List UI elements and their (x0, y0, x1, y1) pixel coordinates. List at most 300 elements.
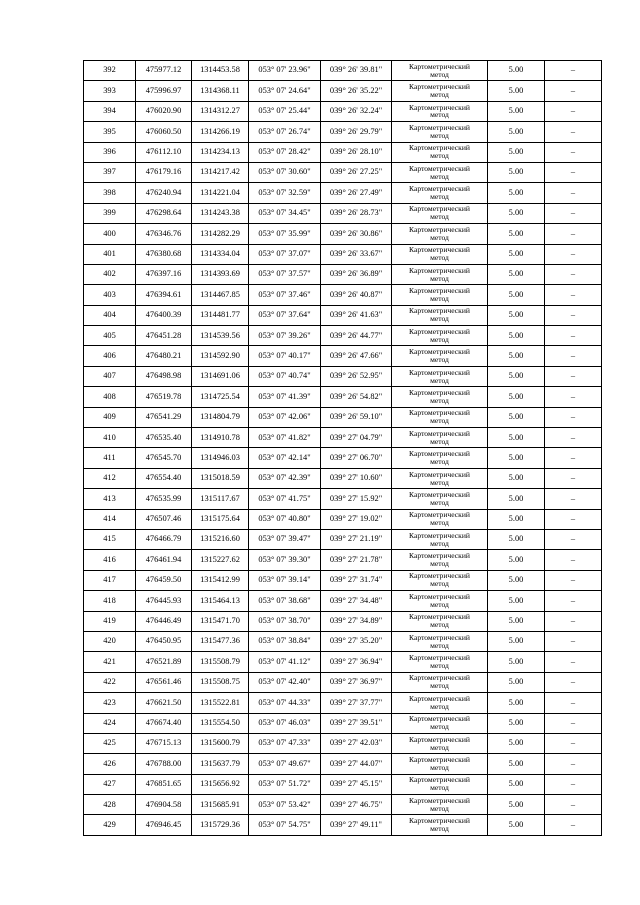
x-coordinate-cell: 475996.97 (136, 81, 192, 101)
method-line2: метод (430, 130, 449, 140)
table-row (84, 591, 602, 611)
table-row (84, 183, 602, 203)
accuracy-cell: 5.00 (488, 61, 545, 81)
method-line1: Картометрический (409, 632, 470, 642)
point-number-cell: 392 (84, 61, 136, 81)
method-cell (392, 529, 488, 549)
description-cell: – (545, 652, 602, 672)
method-line2: метод (430, 783, 449, 793)
method-line1: Картометрический (409, 82, 470, 92)
method-line1: Картометрический (409, 265, 470, 275)
method-line1: Картометрический (409, 408, 470, 418)
point-number-cell: 397 (84, 162, 136, 182)
accuracy-cell: 5.00 (488, 448, 545, 468)
longitude-cell: 039° 27' 31.74" (321, 570, 392, 590)
longitude-cell: 039° 27' 46.75" (321, 795, 392, 815)
longitude-cell: 039° 27' 37.77" (321, 693, 392, 713)
y-coordinate-cell: 1315175.64 (192, 509, 249, 529)
point-number-cell: 417 (84, 570, 136, 590)
point-number-cell: 400 (84, 224, 136, 244)
description-cell: – (545, 203, 602, 223)
y-coordinate-cell: 1314234.13 (192, 142, 249, 162)
latitude-cell: 053° 07' 38.68" (249, 591, 321, 611)
latitude-cell: 053° 07' 38.70" (249, 611, 321, 631)
method-cell (392, 570, 488, 590)
method-line2: метод (430, 518, 449, 528)
description-cell: – (545, 550, 602, 570)
method-cell (392, 162, 488, 182)
accuracy-cell: 5.00 (488, 285, 545, 305)
x-coordinate-cell: 476400.39 (136, 305, 192, 325)
longitude-cell: 039° 27' 35.20" (321, 631, 392, 651)
method-line2: метод (430, 334, 449, 344)
y-coordinate-cell: 1315637.79 (192, 754, 249, 774)
accuracy-cell: 5.00 (488, 244, 545, 264)
y-coordinate-cell: 1315412.99 (192, 570, 249, 590)
method-line1: Картометрический (409, 816, 470, 826)
longitude-cell: 039° 26' 52.95" (321, 366, 392, 386)
latitude-cell: 053° 07' 35.99" (249, 224, 321, 244)
method-line2: метод (430, 232, 449, 242)
longitude-cell: 039° 26' 30.86" (321, 224, 392, 244)
method-line2: метод (430, 803, 449, 813)
method-cell (392, 61, 488, 81)
description-cell: – (545, 101, 602, 121)
method-cell (392, 509, 488, 529)
method-cell (392, 754, 488, 774)
latitude-cell: 053° 07' 46.03" (249, 713, 321, 733)
longitude-cell: 039° 26' 29.79" (321, 122, 392, 142)
accuracy-cell: 5.00 (488, 795, 545, 815)
x-coordinate-cell: 476480.21 (136, 346, 192, 366)
latitude-cell: 053° 07' 49.67" (249, 754, 321, 774)
longitude-cell: 039° 26' 47.66" (321, 346, 392, 366)
point-number-cell: 398 (84, 183, 136, 203)
longitude-cell: 039° 26' 27.25" (321, 162, 392, 182)
method-line2: метод (430, 824, 449, 834)
method-line1: Картометрический (409, 612, 470, 622)
method-line2: метод (430, 762, 449, 772)
y-coordinate-cell: 1314592.90 (192, 346, 249, 366)
method-line1: Картометрический (409, 428, 470, 438)
method-line2: метод (430, 253, 449, 263)
latitude-cell: 053° 07' 41.82" (249, 428, 321, 448)
point-number-cell: 405 (84, 326, 136, 346)
table-row (84, 713, 602, 733)
x-coordinate-cell: 476020.90 (136, 101, 192, 121)
longitude-cell: 039° 26' 41.63" (321, 305, 392, 325)
description-cell: – (545, 591, 602, 611)
y-coordinate-cell: 1315018.59 (192, 468, 249, 488)
method-cell (392, 387, 488, 407)
accuracy-cell: 5.00 (488, 162, 545, 182)
latitude-cell: 053° 07' 26.74" (249, 122, 321, 142)
latitude-cell: 053° 07' 51.72" (249, 774, 321, 794)
y-coordinate-cell: 1314910.78 (192, 428, 249, 448)
description-cell: – (545, 285, 602, 305)
y-coordinate-cell: 1314539.56 (192, 326, 249, 346)
x-coordinate-cell: 475977.12 (136, 61, 192, 81)
longitude-cell: 039° 27' 06.70" (321, 448, 392, 468)
table-row (84, 815, 602, 835)
description-cell: – (545, 713, 602, 733)
x-coordinate-cell: 476535.99 (136, 489, 192, 509)
y-coordinate-cell: 1314393.69 (192, 264, 249, 284)
method-cell (392, 264, 488, 284)
table-row (84, 652, 602, 672)
description-cell: – (545, 224, 602, 244)
description-cell: – (545, 142, 602, 162)
longitude-cell: 039° 26' 33.67" (321, 244, 392, 264)
point-number-cell: 428 (84, 795, 136, 815)
x-coordinate-cell: 476498.98 (136, 366, 192, 386)
table-row (84, 305, 602, 325)
method-line1: Картометрический (409, 367, 470, 377)
description-cell: – (545, 407, 602, 427)
method-line2: метод (430, 375, 449, 385)
method-line1: Картометрический (409, 469, 470, 479)
description-cell: – (545, 346, 602, 366)
longitude-cell: 039° 27' 21.19" (321, 529, 392, 549)
accuracy-cell: 5.00 (488, 550, 545, 570)
accuracy-cell: 5.00 (488, 346, 545, 366)
method-cell (392, 795, 488, 815)
longitude-cell: 039° 27' 36.94" (321, 652, 392, 672)
point-number-cell: 396 (84, 142, 136, 162)
method-line1: Картометрический (409, 591, 470, 601)
y-coordinate-cell: 1314266.19 (192, 122, 249, 142)
accuracy-cell: 5.00 (488, 142, 545, 162)
x-coordinate-cell: 476946.45 (136, 815, 192, 835)
method-line2: метод (430, 416, 449, 426)
description-cell: – (545, 448, 602, 468)
method-cell (392, 366, 488, 386)
latitude-cell: 053° 07' 39.26" (249, 326, 321, 346)
point-number-cell: 416 (84, 550, 136, 570)
method-line1: Картометрический (409, 755, 470, 764)
accuracy-cell: 5.00 (488, 672, 545, 692)
accuracy-cell: 5.00 (488, 713, 545, 733)
x-coordinate-cell: 476521.89 (136, 652, 192, 672)
accuracy-cell: 5.00 (488, 264, 545, 284)
method-line1: Картометрический (409, 347, 470, 357)
point-number-cell: 425 (84, 733, 136, 753)
description-cell: – (545, 162, 602, 182)
latitude-cell: 053° 07' 37.07" (249, 244, 321, 264)
method-line2: метод (430, 681, 449, 691)
latitude-cell: 053° 07' 42.06" (249, 407, 321, 427)
accuracy-cell: 5.00 (488, 203, 545, 223)
latitude-cell: 053° 07' 37.57" (249, 264, 321, 284)
x-coordinate-cell: 476715.13 (136, 733, 192, 753)
method-line1: Картометрический (409, 551, 470, 561)
accuracy-cell: 5.00 (488, 305, 545, 325)
y-coordinate-cell: 1315729.36 (192, 815, 249, 835)
method-cell (392, 142, 488, 162)
latitude-cell: 053° 07' 30.60" (249, 162, 321, 182)
method-cell (392, 774, 488, 794)
y-coordinate-cell: 1315117.67 (192, 489, 249, 509)
table-row (84, 224, 602, 244)
method-line1: Картометрический (409, 489, 470, 499)
longitude-cell: 039° 26' 44.77" (321, 326, 392, 346)
table-row (84, 611, 602, 631)
method-line2: метод (430, 661, 449, 671)
x-coordinate-cell: 476535.40 (136, 428, 192, 448)
method-line1: Картометрический (409, 204, 470, 214)
point-number-cell: 422 (84, 672, 136, 692)
method-line2: метод (430, 701, 449, 711)
table-row (84, 693, 602, 713)
description-cell: – (545, 672, 602, 692)
x-coordinate-cell: 476394.61 (136, 285, 192, 305)
point-number-cell: 406 (84, 346, 136, 366)
longitude-cell: 039° 27' 39.51" (321, 713, 392, 733)
description-cell: – (545, 754, 602, 774)
point-number-cell: 408 (84, 387, 136, 407)
longitude-cell: 039° 27' 34.89" (321, 611, 392, 631)
longitude-cell: 039° 26' 32.24" (321, 101, 392, 121)
point-number-cell: 418 (84, 591, 136, 611)
table-row (84, 366, 602, 386)
method-line1: Картометрический (409, 286, 470, 296)
method-line2: метод (430, 579, 449, 589)
longitude-cell: 039° 26' 36.89" (321, 264, 392, 284)
table-row (84, 264, 602, 284)
description-cell: – (545, 631, 602, 651)
method-line2: метод (430, 192, 449, 202)
y-coordinate-cell: 1314804.79 (192, 407, 249, 427)
method-cell (392, 489, 488, 509)
point-number-cell: 423 (84, 693, 136, 713)
y-coordinate-cell: 1314467.85 (192, 285, 249, 305)
longitude-cell: 039° 27' 19.02" (321, 509, 392, 529)
accuracy-cell: 5.00 (488, 652, 545, 672)
table-row (84, 326, 602, 346)
y-coordinate-cell: 1315600.79 (192, 733, 249, 753)
latitude-cell: 053° 07' 37.64" (249, 305, 321, 325)
table-row (84, 142, 602, 162)
description-cell: – (545, 815, 602, 835)
description-cell: – (545, 61, 602, 81)
accuracy-cell: 5.00 (488, 366, 545, 386)
accuracy-cell: 5.00 (488, 468, 545, 488)
method-cell (392, 183, 488, 203)
x-coordinate-cell: 476788.00 (136, 754, 192, 774)
accuracy-cell: 5.00 (488, 754, 545, 774)
method-line1: Картометрический (409, 184, 470, 194)
description-cell: – (545, 305, 602, 325)
method-line2: метод (430, 171, 449, 181)
point-number-cell: 399 (84, 203, 136, 223)
longitude-cell: 039° 27' 21.78" (321, 550, 392, 570)
method-line2: метод (430, 599, 449, 609)
accuracy-cell: 5.00 (488, 224, 545, 244)
description-cell: – (545, 387, 602, 407)
table-row (84, 428, 602, 448)
method-cell (392, 346, 488, 366)
x-coordinate-cell: 476507.46 (136, 509, 192, 529)
point-number-cell: 393 (84, 81, 136, 101)
method-line2: метод (430, 212, 449, 222)
x-coordinate-cell: 476450.95 (136, 631, 192, 651)
x-coordinate-cell: 476445.93 (136, 591, 192, 611)
method-line1: Картометрический (409, 449, 470, 459)
accuracy-cell: 5.00 (488, 591, 545, 611)
latitude-cell: 053° 07' 38.84" (249, 631, 321, 651)
description-cell: – (545, 183, 602, 203)
method-line2: метод (430, 90, 449, 100)
method-line1: Картометрический (409, 653, 470, 663)
point-number-cell: 415 (84, 529, 136, 549)
method-cell (392, 81, 488, 101)
x-coordinate-cell: 476240.94 (136, 183, 192, 203)
y-coordinate-cell: 1315656.92 (192, 774, 249, 794)
point-number-cell: 403 (84, 285, 136, 305)
y-coordinate-cell: 1314691.06 (192, 366, 249, 386)
y-coordinate-cell: 1314481.77 (192, 305, 249, 325)
longitude-cell: 039° 27' 34.48" (321, 591, 392, 611)
method-cell (392, 652, 488, 672)
latitude-cell: 053° 07' 40.80" (249, 509, 321, 529)
latitude-cell: 053° 07' 28.42" (249, 142, 321, 162)
table-row (84, 468, 602, 488)
accuracy-cell: 5.00 (488, 693, 545, 713)
method-line2: метод (430, 497, 449, 507)
method-line1: Картометрический (409, 775, 470, 785)
method-line1: Картометрический (409, 61, 470, 71)
x-coordinate-cell: 476179.16 (136, 162, 192, 182)
table-row (84, 244, 602, 264)
latitude-cell: 053° 07' 32.59" (249, 183, 321, 203)
latitude-cell: 053° 07' 39.14" (249, 570, 321, 590)
accuracy-cell: 5.00 (488, 733, 545, 753)
latitude-cell: 053° 07' 39.30" (249, 550, 321, 570)
method-line1: Картометрический (409, 571, 470, 581)
accuracy-cell: 5.00 (488, 407, 545, 427)
accuracy-cell: 5.00 (488, 815, 545, 835)
y-coordinate-cell: 1314368.11 (192, 81, 249, 101)
x-coordinate-cell: 476446.49 (136, 611, 192, 631)
description-cell: – (545, 509, 602, 529)
method-cell (392, 122, 488, 142)
longitude-cell: 039° 27' 44.07" (321, 754, 392, 774)
point-number-cell: 409 (84, 407, 136, 427)
x-coordinate-cell: 476904.58 (136, 795, 192, 815)
method-cell (392, 428, 488, 448)
table-row (84, 631, 602, 651)
y-coordinate-cell: 1314946.03 (192, 448, 249, 468)
longitude-cell: 039° 26' 54.82" (321, 387, 392, 407)
latitude-cell: 053° 07' 37.46" (249, 285, 321, 305)
accuracy-cell: 5.00 (488, 611, 545, 631)
accuracy-cell: 5.00 (488, 428, 545, 448)
accuracy-cell: 5.00 (488, 570, 545, 590)
x-coordinate-cell: 476466.79 (136, 529, 192, 549)
point-number-cell: 394 (84, 101, 136, 121)
method-line1: Картометрический (409, 510, 470, 520)
longitude-cell: 039° 26' 39.81" (321, 61, 392, 81)
longitude-cell: 039° 27' 42.03" (321, 733, 392, 753)
table-row (84, 529, 602, 549)
latitude-cell: 053° 07' 39.47" (249, 529, 321, 549)
method-line2: метод (430, 69, 449, 79)
method-cell (392, 672, 488, 692)
latitude-cell: 053° 07' 41.12" (249, 652, 321, 672)
accuracy-cell: 5.00 (488, 631, 545, 651)
table-row (84, 203, 602, 223)
method-cell (392, 326, 488, 346)
description-cell: – (545, 570, 602, 590)
point-number-cell: 411 (84, 448, 136, 468)
method-line2: метод (430, 355, 449, 365)
y-coordinate-cell: 1315227.62 (192, 550, 249, 570)
y-coordinate-cell: 1315508.75 (192, 672, 249, 692)
longitude-cell: 039° 27' 04.79" (321, 428, 392, 448)
method-cell (392, 550, 488, 570)
y-coordinate-cell: 1314453.58 (192, 61, 249, 81)
method-line1: Картометрический (409, 795, 470, 805)
method-line1: Картометрический (409, 734, 470, 744)
point-number-cell: 401 (84, 244, 136, 264)
longitude-cell: 039° 26' 35.22" (321, 81, 392, 101)
table-row (84, 81, 602, 101)
longitude-cell: 039° 26' 28.73" (321, 203, 392, 223)
method-line2: метод (430, 314, 449, 324)
table-row (84, 733, 602, 753)
method-line2: метод (430, 742, 449, 752)
point-number-cell: 407 (84, 366, 136, 386)
accuracy-cell: 5.00 (488, 101, 545, 121)
coordinates-table (83, 60, 602, 836)
method-line2: метод (430, 640, 449, 650)
table-row (84, 387, 602, 407)
accuracy-cell: 5.00 (488, 122, 545, 142)
description-cell: – (545, 774, 602, 794)
x-coordinate-cell: 476298.64 (136, 203, 192, 223)
method-line2: метод (430, 620, 449, 630)
description-cell: – (545, 489, 602, 509)
description-cell: – (545, 611, 602, 631)
accuracy-cell: 5.00 (488, 774, 545, 794)
method-cell (392, 203, 488, 223)
latitude-cell: 053° 07' 44.33" (249, 693, 321, 713)
x-coordinate-cell: 476346.76 (136, 224, 192, 244)
y-coordinate-cell: 1315464.13 (192, 591, 249, 611)
method-line1: Картометрический (409, 245, 470, 255)
table-row (84, 122, 602, 142)
description-cell: – (545, 733, 602, 753)
table-row (84, 61, 602, 81)
y-coordinate-cell: 1315471.70 (192, 611, 249, 631)
latitude-cell: 053° 07' 23.96" (249, 61, 321, 81)
table-row (84, 407, 602, 427)
x-coordinate-cell: 476554.40 (136, 468, 192, 488)
table-row (84, 672, 602, 692)
method-line2: метод (430, 538, 449, 548)
y-coordinate-cell: 1314282.29 (192, 224, 249, 244)
accuracy-cell: 5.00 (488, 326, 545, 346)
method-line1: Картометрический (409, 143, 470, 153)
latitude-cell: 053° 07' 47.33" (249, 733, 321, 753)
method-line2: метод (430, 151, 449, 161)
table-body (84, 61, 602, 836)
description-cell: – (545, 693, 602, 713)
table-row (84, 285, 602, 305)
method-cell (392, 468, 488, 488)
latitude-cell: 053° 07' 24.64" (249, 81, 321, 101)
y-coordinate-cell: 1314725.54 (192, 387, 249, 407)
